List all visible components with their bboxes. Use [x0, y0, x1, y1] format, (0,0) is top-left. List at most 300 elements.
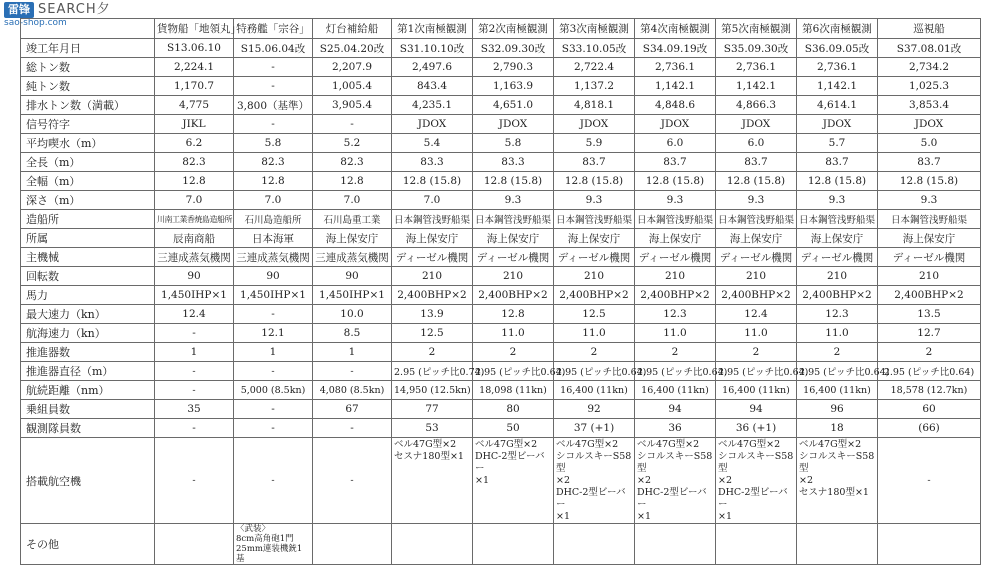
table-cell: 1,142.1	[797, 77, 878, 96]
table-cell: 18	[797, 419, 878, 438]
table-cell: 12.8	[155, 172, 234, 191]
table-cell: 2	[473, 343, 554, 362]
table-cell	[716, 524, 797, 565]
table-cell: 210	[797, 267, 878, 286]
table-cell: 16,400 (11kn)	[797, 381, 878, 400]
table-cell: 7.0	[392, 191, 473, 210]
table-row	[21, 210, 981, 229]
table-cell	[234, 438, 313, 524]
row-label: 推進器直径（m）	[21, 362, 155, 381]
table-cell: 90	[313, 267, 392, 286]
column-header: 第3次南極観測	[554, 19, 635, 39]
table-cell: 4,614.1	[797, 96, 878, 115]
table-cell: 日本鋼管浅野船渠	[554, 210, 635, 229]
table-cell: -	[155, 324, 234, 343]
table-row	[21, 96, 981, 115]
table-cell: 12.8 (15.8)	[716, 172, 797, 191]
table-cell: 1	[155, 343, 234, 362]
row-label: 航続距離（nm）	[21, 381, 155, 400]
table-cell: 1,170.7	[155, 77, 234, 96]
table-cell: 83.7	[716, 153, 797, 172]
table-cell: 6.0	[635, 134, 716, 153]
table-cell: JDOX	[716, 115, 797, 134]
table-cell: 9.3	[554, 191, 635, 210]
row-label: 航海速力（kn）	[21, 324, 155, 343]
table-cell: 8.5	[313, 324, 392, 343]
table-cell: 94	[716, 400, 797, 419]
table-cell: 日本鋼管浅野船渠	[392, 210, 473, 229]
table-row	[21, 248, 981, 267]
table-cell: -	[155, 419, 234, 438]
table-cell: 3,853.4	[878, 96, 981, 115]
cell-text: ベル47G型×2 シコルスキーS58型 ×2 DHC-2型ビーバー ×1	[637, 439, 713, 522]
table-cell: 12.4	[716, 305, 797, 324]
table-cell: 77	[392, 400, 473, 419]
table-cell: JIKL	[155, 115, 234, 134]
table-cell: 2,400BHP×2	[878, 286, 981, 305]
table-cell: 川南工業香焼島造船所	[155, 210, 234, 229]
table-cell: 4,235.1	[392, 96, 473, 115]
table-cell: S35.09.30改	[716, 39, 797, 58]
table-cell	[878, 524, 981, 565]
table-cell: S32.09.30改	[473, 39, 554, 58]
table-cell: 石川島造船所	[234, 210, 313, 229]
table-cell	[392, 438, 473, 524]
table-cell: 90	[234, 267, 313, 286]
cell-text: ベル47G型×2 シコルスキーS58型 ×2 DHC-2型ビーバー ×1	[556, 439, 632, 522]
table-cell: 2,400BHP×2	[554, 286, 635, 305]
table-cell: 210	[878, 267, 981, 286]
table-cell	[473, 524, 554, 565]
table-cell: 37 (+1)	[554, 419, 635, 438]
row-label: 観測隊員数	[21, 419, 155, 438]
table-cell: -	[313, 362, 392, 381]
table-cell: 12.3	[797, 305, 878, 324]
row-label: 搭載航空機	[21, 438, 155, 524]
table-row	[21, 77, 981, 96]
table-cell: -	[234, 115, 313, 134]
column-header: 第1次南極観測	[392, 19, 473, 39]
table-cell: 日本海軍	[234, 229, 313, 248]
table-cell: 6.2	[155, 134, 234, 153]
table-cell: S15.06.04改	[234, 39, 313, 58]
row-label: 所属	[21, 229, 155, 248]
cell-text: -	[271, 475, 275, 486]
table-row	[21, 324, 981, 343]
table-row	[21, 134, 981, 153]
table-cell: 1,450IHP×1	[234, 286, 313, 305]
table-cell: 67	[313, 400, 392, 419]
table-cell: 83.7	[797, 153, 878, 172]
table-cell: 14,950 (12.5kn)	[392, 381, 473, 400]
column-header: 第6次南極観測	[797, 19, 878, 39]
cell-text: -	[350, 475, 354, 486]
table-cell: 2,400BHP×2	[797, 286, 878, 305]
table-cell: S37.08.01改	[878, 39, 981, 58]
table-cell: -	[155, 362, 234, 381]
table-cell: 12.8 (15.8)	[392, 172, 473, 191]
table-cell: 80	[473, 400, 554, 419]
table-cell: 12.3	[635, 305, 716, 324]
table-cell: 12.8 (15.8)	[554, 172, 635, 191]
table-cell: ディーゼル機関	[635, 248, 716, 267]
table-row	[21, 400, 981, 419]
table-row	[21, 39, 981, 58]
table-cell: 9.3	[635, 191, 716, 210]
table-cell: 92	[554, 400, 635, 419]
row-label: 馬力	[21, 286, 155, 305]
table-cell: -	[313, 115, 392, 134]
table-cell: -	[234, 400, 313, 419]
table-cell: 2	[392, 343, 473, 362]
cell-text: ベル47G型×2 セスナ180型×1	[394, 439, 464, 462]
table-cell: 90	[155, 267, 234, 286]
table-cell: 2	[716, 343, 797, 362]
row-label: 排水トン数（満載）	[21, 96, 155, 115]
table-cell: 1,005.4	[313, 77, 392, 96]
table-cell: ディーゼル機関	[392, 248, 473, 267]
table-cell: 2,497.6	[392, 58, 473, 77]
table-row	[21, 419, 981, 438]
table-cell: 36 (+1)	[716, 419, 797, 438]
table-row	[21, 267, 981, 286]
table-cell: 海上保安庁	[473, 229, 554, 248]
table-cell: 4,651.0	[473, 96, 554, 115]
table-cell: 5.2	[313, 134, 392, 153]
table-cell: 9.3	[797, 191, 878, 210]
table-cell: 辰南商船	[155, 229, 234, 248]
table-cell	[635, 524, 716, 565]
column-header: 特務艦「宗谷」	[234, 19, 313, 39]
table-cell: ディーゼル機関	[716, 248, 797, 267]
table-cell: 3,800（基準）	[234, 96, 313, 115]
table-cell: 日本鋼管浅野船渠	[635, 210, 716, 229]
row-label: 全幅（m）	[21, 172, 155, 191]
table-cell: 2,736.1	[716, 58, 797, 77]
table-cell: 12.8 (15.8)	[635, 172, 716, 191]
table-cell: 1,163.9	[473, 77, 554, 96]
table-cell: 2,400BHP×2	[473, 286, 554, 305]
aircraft-row	[21, 438, 981, 524]
table-cell: 2.95 (ピッチ比0.64)	[797, 362, 878, 381]
table-cell: 海上保安庁	[313, 229, 392, 248]
table-cell: 1,450IHP×1	[155, 286, 234, 305]
table-cell: 83.7	[635, 153, 716, 172]
table-cell: JDOX	[878, 115, 981, 134]
column-header: 巡視船	[878, 19, 981, 39]
table-header-row	[21, 19, 981, 39]
table-cell: 海上保安庁	[716, 229, 797, 248]
table-cell: 82.3	[155, 153, 234, 172]
row-label: 推進器数	[21, 343, 155, 362]
table-cell	[716, 438, 797, 524]
table-cell: 210	[635, 267, 716, 286]
table-row	[21, 286, 981, 305]
table-cell: 2.95 (ピッチ比0.74)	[392, 362, 473, 381]
row-label: 造船所	[21, 210, 155, 229]
table-row	[21, 115, 981, 134]
table-cell: 3,905.4	[313, 96, 392, 115]
table-cell: 2,736.1	[635, 58, 716, 77]
table-cell: 11.0	[473, 324, 554, 343]
ship-spec-table	[20, 18, 981, 565]
table-cell: 日本鋼管浅野船渠	[473, 210, 554, 229]
table-row	[21, 229, 981, 248]
table-cell: 2,736.1	[797, 58, 878, 77]
table-cell: 210	[473, 267, 554, 286]
table-cell: 2,224.1	[155, 58, 234, 77]
table-cell: 36	[635, 419, 716, 438]
table-cell	[635, 438, 716, 524]
table-cell: -	[234, 362, 313, 381]
table-cell: 1,137.2	[554, 77, 635, 96]
cell-text: ベル47G型×2 シコルスキーS58型 ×2 DHC-2型ビーバー ×1	[718, 439, 794, 522]
table-cell: 2,207.9	[313, 58, 392, 77]
table-cell	[392, 524, 473, 565]
column-header: 灯台補給船	[313, 19, 392, 39]
table-cell	[234, 524, 313, 565]
table-cell: JDOX	[473, 115, 554, 134]
table-cell: 2.95 (ピッチ比0.64)	[473, 362, 554, 381]
table-cell: 12.7	[878, 324, 981, 343]
table-row	[21, 381, 981, 400]
table-cell: 83.3	[473, 153, 554, 172]
table-cell: 2	[635, 343, 716, 362]
table-cell: 海上保安庁	[635, 229, 716, 248]
table-cell: -	[234, 77, 313, 96]
table-cell: -	[234, 419, 313, 438]
row-label: 主機械	[21, 248, 155, 267]
cell-text: ベル47G型×2 DHC-2型ビーバー ×1	[475, 439, 545, 486]
row-label: 純トン数	[21, 77, 155, 96]
table-cell: ディーゼル機関	[797, 248, 878, 267]
table-cell: 843.4	[392, 77, 473, 96]
cell-text: -	[192, 475, 196, 486]
table-cell: -	[313, 419, 392, 438]
table-cell: 4,080 (8.5kn)	[313, 381, 392, 400]
table-cell: 16,400 (11kn)	[554, 381, 635, 400]
table-cell: 1,450IHP×1	[313, 286, 392, 305]
cell-text: -	[927, 475, 931, 486]
table-cell: 4,848.6	[635, 96, 716, 115]
table-cell: 5.9	[554, 134, 635, 153]
table-row	[21, 343, 981, 362]
cell-text: ベル47G型×2 シコルスキーS58型 ×2 セスナ180型×1	[799, 439, 875, 498]
row-label: 信号符字	[21, 115, 155, 134]
table-cell: 12.8 (15.8)	[878, 172, 981, 191]
table-cell: 4,818.1	[554, 96, 635, 115]
watermark	[4, 2, 111, 30]
table-cell	[155, 524, 234, 565]
table-cell: 石川島重工業	[313, 210, 392, 229]
table-cell: 12.8 (15.8)	[797, 172, 878, 191]
row-label: 平均喫水（m）	[21, 134, 155, 153]
watermark-logo: 雷锋	[4, 2, 34, 18]
table-row	[21, 153, 981, 172]
table-cell: 210	[392, 267, 473, 286]
table-cell: S36.09.05改	[797, 39, 878, 58]
row-label: 回転数	[21, 267, 155, 286]
table-cell: S25.04.20改	[313, 39, 392, 58]
table-cell: 9.3	[473, 191, 554, 210]
table-cell: 12.8	[313, 172, 392, 191]
table-cell	[554, 438, 635, 524]
table-cell: 82.3	[313, 153, 392, 172]
table-cell	[797, 524, 878, 565]
column-header: 第4次南極観測	[635, 19, 716, 39]
table-cell: 82.3	[234, 153, 313, 172]
table-cell: JDOX	[797, 115, 878, 134]
table-cell: 2	[797, 343, 878, 362]
table-cell: 11.0	[716, 324, 797, 343]
table-cell: (66)	[878, 419, 981, 438]
table-cell: 1	[234, 343, 313, 362]
table-cell: 18,578 (12.7kn)	[878, 381, 981, 400]
table-cell: S33.10.05改	[554, 39, 635, 58]
table-row	[21, 172, 981, 191]
table-cell: 50	[473, 419, 554, 438]
table-cell	[797, 438, 878, 524]
table-cell: 5.4	[392, 134, 473, 153]
column-header: 第5次南極観測	[716, 19, 797, 39]
row-label: 竣工年月日	[21, 39, 155, 58]
table-cell: -	[155, 381, 234, 400]
table-cell: 9.3	[716, 191, 797, 210]
table-cell: 5.0	[878, 134, 981, 153]
table-cell: 12.1	[234, 324, 313, 343]
row-label: 深さ（m）	[21, 191, 155, 210]
table-cell: 2,722.4	[554, 58, 635, 77]
table-row	[21, 58, 981, 77]
column-header: 第2次南極観測	[473, 19, 554, 39]
table-cell: 4,775	[155, 96, 234, 115]
table-cell: 2,400BHP×2	[716, 286, 797, 305]
table-cell: 2,400BHP×2	[392, 286, 473, 305]
watermark-url: sao-shop.com	[4, 18, 67, 28]
table-cell: 35	[155, 400, 234, 419]
table-row	[21, 305, 981, 324]
table-cell: 13.5	[878, 305, 981, 324]
table-cell: S34.09.19改	[635, 39, 716, 58]
table-cell: 5.7	[797, 134, 878, 153]
table-cell	[313, 438, 392, 524]
cell-text: 〈武装〉 8cm高角砲1門 25mm連装機銃1基	[236, 524, 303, 564]
other-row	[21, 524, 981, 565]
row-label: 乗組員数	[21, 400, 155, 419]
table-cell: 11.0	[797, 324, 878, 343]
table-cell: 海上保安庁	[554, 229, 635, 248]
row-label: その他	[21, 524, 155, 565]
table-cell: 210	[554, 267, 635, 286]
table-row	[21, 191, 981, 210]
table-cell: 日本鋼管浅野船渠	[716, 210, 797, 229]
table-cell: 16,400 (11kn)	[635, 381, 716, 400]
table-cell: ディーゼル機関	[554, 248, 635, 267]
table-cell: JDOX	[392, 115, 473, 134]
table-cell: 2.95 (ピッチ比0.64)	[554, 362, 635, 381]
table-cell: 7.0	[313, 191, 392, 210]
table-cell: 7.0	[234, 191, 313, 210]
table-cell: 94	[635, 400, 716, 419]
table-cell: 83.3	[392, 153, 473, 172]
table-cell: 海上保安庁	[878, 229, 981, 248]
table-cell: 2.95 (ピッチ比0.64)	[635, 362, 716, 381]
table-cell: 5.8	[234, 134, 313, 153]
table-cell: 2,734.2	[878, 58, 981, 77]
table-cell: 6.0	[716, 134, 797, 153]
table-cell: -	[234, 305, 313, 324]
table-cell: 12.8	[473, 305, 554, 324]
table-cell: 11.0	[635, 324, 716, 343]
table-cell: 三連成蒸気機関	[234, 248, 313, 267]
table-cell: 12.5	[554, 305, 635, 324]
row-label: 最大速力（kn）	[21, 305, 155, 324]
table-cell: 5.8	[473, 134, 554, 153]
table-row	[21, 362, 981, 381]
table-cell: 1,025.3	[878, 77, 981, 96]
table-cell: 2	[878, 343, 981, 362]
table-cell: 2,790.3	[473, 58, 554, 77]
table-cell: 53	[392, 419, 473, 438]
table-cell: 5,000 (8.5kn)	[234, 381, 313, 400]
table-cell: ディーゼル機関	[878, 248, 981, 267]
table-cell: 1,142.1	[716, 77, 797, 96]
row-label: 総トン数	[21, 58, 155, 77]
table-cell: 1	[313, 343, 392, 362]
table-cell: 11.0	[554, 324, 635, 343]
table-cell: JDOX	[635, 115, 716, 134]
table-cell: 1,142.1	[635, 77, 716, 96]
table-cell: 三連成蒸気機関	[155, 248, 234, 267]
table-cell: 海上保安庁	[392, 229, 473, 248]
table-cell: 2.95 (ピッチ比0.64)	[878, 362, 981, 381]
watermark-text: SEARCH夕	[38, 2, 111, 17]
column-header: 貨物船「地領丸」	[155, 19, 234, 39]
table-cell: 16,400 (11kn)	[716, 381, 797, 400]
table-cell: 96	[797, 400, 878, 419]
table-cell: 12.8 (15.8)	[473, 172, 554, 191]
table-cell	[554, 524, 635, 565]
table-cell	[155, 438, 234, 524]
table-cell	[473, 438, 554, 524]
table-cell: -	[234, 58, 313, 77]
table-cell: 13.9	[392, 305, 473, 324]
table-cell	[878, 438, 981, 524]
table-cell: 4,866.3	[716, 96, 797, 115]
table-cell: 9.3	[878, 191, 981, 210]
table-cell: 83.7	[554, 153, 635, 172]
table-cell: S31.10.10改	[392, 39, 473, 58]
table-cell: 18,098 (11kn)	[473, 381, 554, 400]
table-cell: 2	[554, 343, 635, 362]
table-cell: 12.8	[234, 172, 313, 191]
table-cell: 12.5	[392, 324, 473, 343]
table-cell: 10.0	[313, 305, 392, 324]
table-cell: 2.95 (ピッチ比0.64)	[716, 362, 797, 381]
table-cell: 2,400BHP×2	[635, 286, 716, 305]
table-cell: 三連成蒸気機関	[313, 248, 392, 267]
table-cell: S13.06.10	[155, 39, 234, 58]
table-cell: 12.4	[155, 305, 234, 324]
table-cell: 日本鋼管浅野船渠	[878, 210, 981, 229]
table-cell: 7.0	[155, 191, 234, 210]
table-cell: 60	[878, 400, 981, 419]
table-cell	[313, 524, 392, 565]
table-cell: ディーゼル機関	[473, 248, 554, 267]
row-label: 全長（m）	[21, 153, 155, 172]
table-cell: JDOX	[554, 115, 635, 134]
table-cell: 83.7	[878, 153, 981, 172]
